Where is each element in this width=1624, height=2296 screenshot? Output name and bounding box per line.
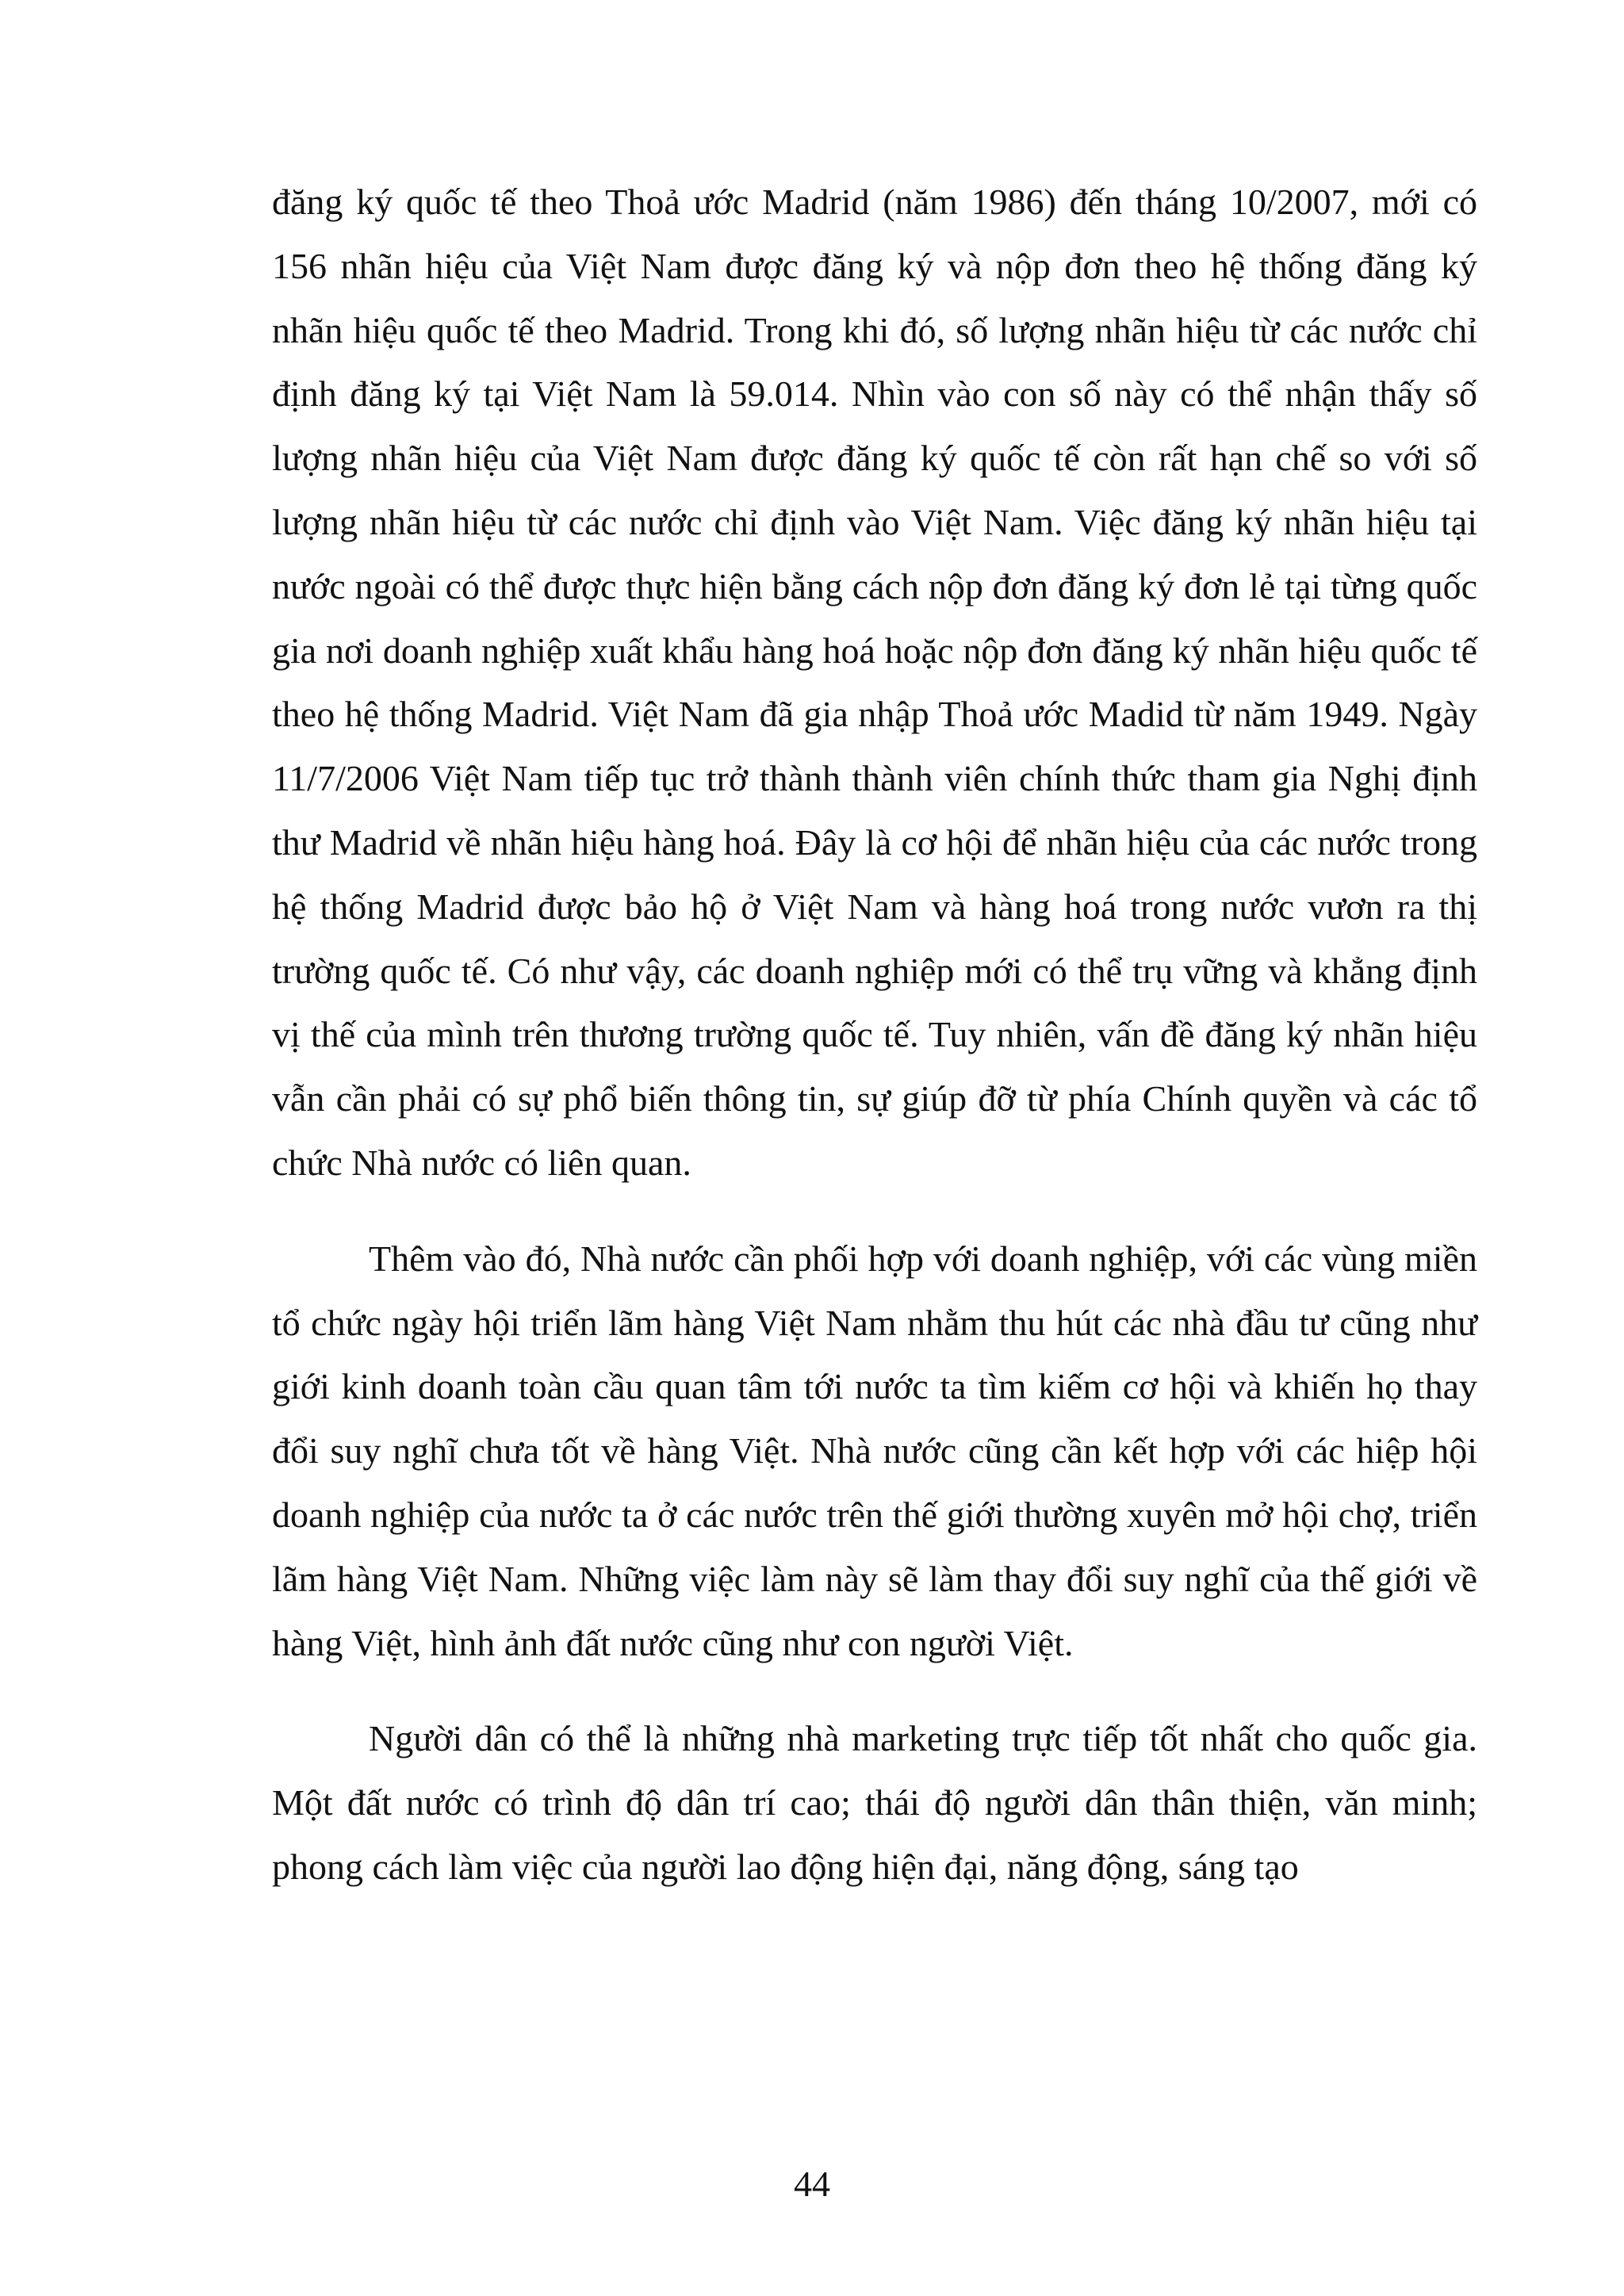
paragraph-3: Người dân có thể là những nhà marketing trực tiếp tốt nhất cho quốc gia. Một đất nước có trình độ dân trí cao; thái độ người dân thân thiện, văn minh; phong cách làm việc của người lao động hiện đại, năng động, sáng tạo <box>272 1718 1477 1887</box>
page-number: 44 <box>794 2164 830 2204</box>
paragraph-1: đăng ký quốc tế theo Thoả ước Madrid (năm 1986) đến tháng 10/2007, mới có 156 nhãn hiệu của Việt Nam được đăng ký và nộp đơn theo hệ thống đăng ký nhãn hiệu quốc tế theo Madrid. Trong khi đó, số lượng nhãn hiệu từ các nước chỉ định đăng ký tại Việt Nam là 59.014. Nhìn vào con số này có thể nhận thấy số lượng nhãn hiệu của Việt Nam được đăng ký quốc tế còn rất hạn chế so với số lượng nhãn hiệu từ các nước chỉ định vào Việt Nam. Việc đăng ký nhãn hiệu tại nước ngoài có thể được thực hiện bằng cách nộp đơn đăng ký đơn lẻ tại từng quốc gia nơi doanh nghiệp xuất khẩu hàng hoá hoặc nộp đơn đăng ký nhãn hiệu quốc tế theo hệ thống Madrid. Việt Nam đã gia nhập Thoả ước Madid từ năm 1949. Ngày 11/7/2006 Việt Nam tiếp tục trở thành thành viên chính thức tham gia Nghị định thư Madrid về nhãn hiệu hàng hoá. Đây là cơ hội để nhãn hiệu của các nước trong hệ thống Madrid được bảo hộ ở Việt Nam và hàng hoá trong nước vươn ra thị trường quốc tế. Có như vậy, các doanh nghiệp mới có thể trụ vững và khẳng định vị thế của mình trên thương trường quốc tế. Tuy nhiên, vấn đề đăng ký nhãn hiệu vẫn cần phải có sự phổ biến thông tin, sự giúp đỡ từ phía Chính quyền và các tổ chức Nhà nước có liên quan. <box>272 182 1477 1183</box>
body-text <box>272 170 1477 1900</box>
paragraph-2: Thêm vào đó, Nhà nước cần phối hợp với doanh nghiệp, với các vùng miền tổ chức ngày hội triển lãm hàng Việt Nam nhằm thu hút các nhà đầu tư cũng như giới kinh doanh toàn cầu quan tâm tới nước ta tìm kiếm cơ hội và khiến họ thay đổi suy nghĩ chưa tốt về hàng Việt. Nhà nước cũng cần kết hợp với các hiệp hội doanh nghiệp của nước ta ở các nước trên thế giới thường xuyên mở hội chợ, triển lãm hàng Việt Nam. Những việc làm này sẽ làm thay đổi suy nghĩ của thế giới về hàng Việt, hình ảnh đất nước cũng như con người Việt. <box>272 1238 1477 1663</box>
